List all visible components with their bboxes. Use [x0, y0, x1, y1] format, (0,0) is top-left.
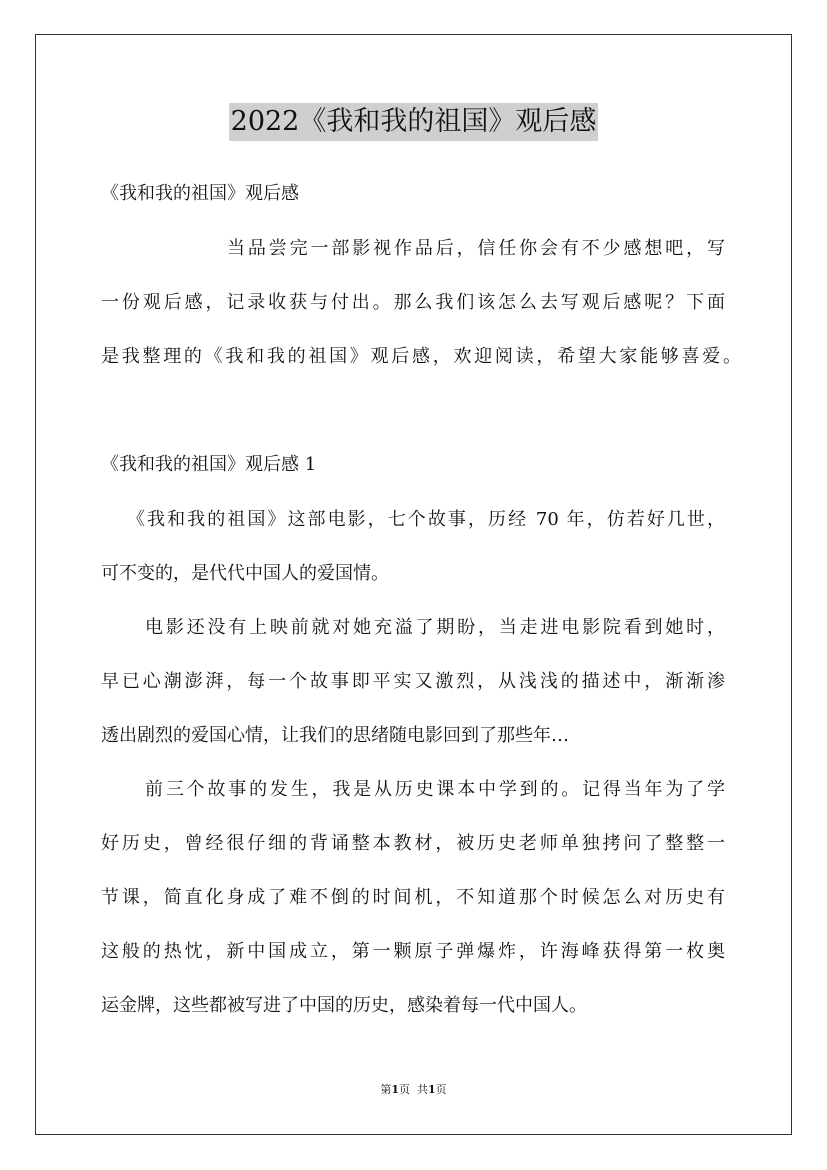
total-suffix: 页 — [435, 1083, 447, 1096]
paragraph-line: 好历史，曾经很仔细的背诵整本教材，被历史老师单独拷问了整整一 — [101, 833, 725, 854]
page-prefix: 第 — [380, 1083, 392, 1096]
document-subtitle: 《我和我的祖国》观后感 — [101, 183, 299, 204]
intro-line: 当品尝完一部影视作品后，信任你会有不少感想吧，写 — [227, 238, 725, 259]
section-heading: 《我和我的祖国》观后感 1 — [101, 454, 317, 475]
total-prefix: 共 — [417, 1083, 428, 1096]
paragraph-line: 电影还没有上映前就对她充溢了期盼，当走进电影院看到她时， — [145, 617, 725, 638]
document-title: 2022《我和我的祖国》观后感 — [229, 103, 599, 141]
paragraph-line: 前三个故事的发生，我是从历史课本中学到的。记得当年为了学 — [145, 779, 725, 800]
title-container — [0, 103, 827, 141]
intro-line: 一份观后感，记录收获与付出。那么我们该怎么去写观后感呢？下面 — [101, 292, 725, 313]
paragraph-line: 早已心潮澎湃，每一个故事即平实又激烈，从浅浅的描述中，渐渐渗 — [101, 671, 725, 692]
paragraph-line: 节课，简直化身成了难不倒的时间机，不知道那个时候怎么对历史有 — [101, 887, 725, 908]
page-current: 1 — [391, 1083, 399, 1096]
paragraph-line: 可不变的，是代代中国人的爱国情。 — [101, 563, 389, 584]
page-suffix: 页 — [399, 1083, 410, 1096]
intro-line: 是我整理的《我和我的祖国》观后感，欢迎阅读，希望大家能够喜爱。 — [101, 346, 741, 367]
page-footer — [0, 1082, 827, 1098]
paragraph-line: 运金牌，这些都被写进了中国的历史，感染着每一代中国人。 — [101, 995, 587, 1016]
paragraph-line: 透出剧烈的爱国心情，让我们的思绪随电影回到了那些年… — [101, 725, 569, 746]
paragraph-line: 《我和我的祖国》这部电影，七个故事，历经 70 年，仿若好几世， — [127, 509, 725, 530]
page-total: 1 — [428, 1083, 436, 1096]
paragraph-line: 这般的热忱，新中国成立，第一颗原子弹爆炸，许海峰获得第一枚奥 — [101, 941, 725, 962]
